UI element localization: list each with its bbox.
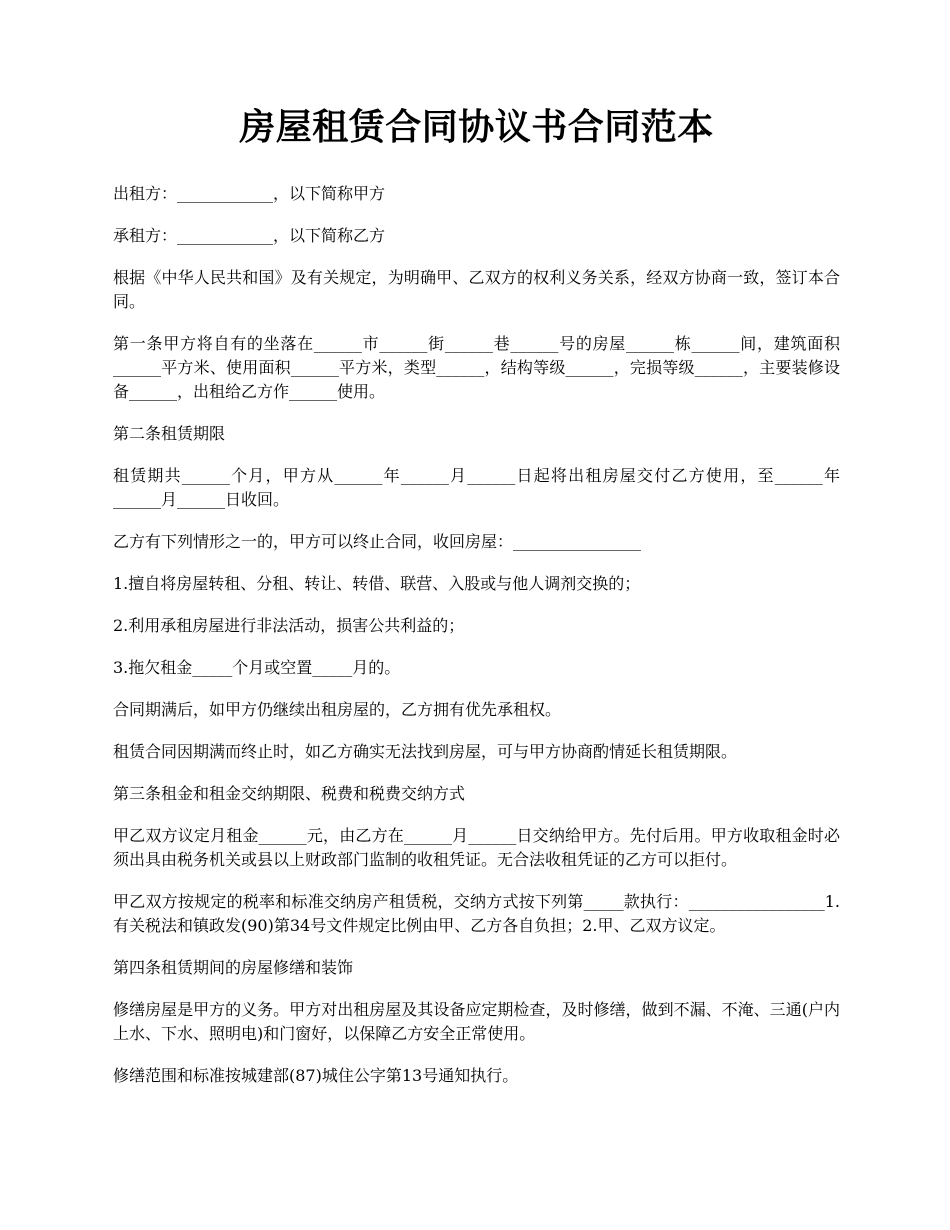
repair-scope-paragraph: 修缮范围和标准按城建部(87)城住公字第13号通知执行。: [113, 1065, 519, 1085]
termination-item-3: 3.拖欠租金_____个月或空置_____月的。: [113, 657, 401, 677]
lessor-line: 出租方：____________，以下简称甲方: [113, 183, 386, 203]
article-2-heading: 第二条租赁期限: [113, 423, 226, 443]
preamble-paragraph: 根据《中华人民共和国》及有关规定，为明确甲、乙双方的权利义务关系，经双方协商一致，签订本合同。: [113, 267, 840, 311]
document-title: 房屋租赁合同协议书合同范本: [239, 107, 714, 148]
rent-paragraph: 甲乙双方议定月租金______元，由乙方在______月______日交纳给甲方。先付后用。甲方收取租金时必须出具由税务机关或县以上财政部门监制的收租凭证。无合法收租凭证的乙方可以拒付。: [113, 825, 840, 869]
document-page: [113, 105, 840, 1106]
article-3-heading: 第三条租金和租金交纳期限、税费和税费交纳方式: [113, 783, 466, 803]
extension-paragraph: 租赁合同因期满而终止时，如乙方确实无法找到房屋，可与甲方协商酌情延长租赁期限。: [113, 741, 738, 761]
repair-duty-paragraph: 修缮房屋是甲方的义务。甲方对出租房屋及其设备应定期检查，及时修缮，做到不漏、不淹、三通(户内上水、下水、照明电)和门窗好，以保障乙方安全正常使用。: [113, 999, 840, 1043]
tax-paragraph: 甲乙双方按规定的税率和标准交纳房产租赁税，交纳方式按下列第_____款执行：_________________1.有关税法和镇政发(90)第34号文件规定比例由甲、乙方各自负担；2.甲、乙双方议定。: [113, 891, 840, 935]
article-1-paragraph: 第一条甲方将自有的坐落在______市______街______巷______号的房屋______栋______间，建筑面积______平方米、使用面积______平方米，类型______，结构等级______，完损等级______，主要装修设备______，出租给乙方作______使用。: [113, 333, 840, 401]
article-4-heading: 第四条租赁期间的房屋修缮和装饰: [113, 957, 354, 977]
termination-intro-paragraph: 乙方有下列情形之一的，甲方可以终止合同，收回房屋：________________: [113, 531, 642, 551]
termination-item-1: 1.擅自将房屋转租、分租、转让、转借、联营、入股或与他人调剂交换的；: [113, 573, 641, 593]
lease-term-paragraph: 租赁期共______个月，甲方从______年______月______日起将出租房屋交付乙方使用，至______年______月______日收回。: [113, 465, 840, 509]
termination-item-2: 2.利用承租房屋进行非法活动，损害公共利益的；: [113, 615, 465, 635]
priority-lease-paragraph: 合同期满后，如甲方仍继续出租房屋的，乙方拥有优先承租权。: [113, 699, 562, 719]
lessee-line: 承租方：____________，以下简称乙方: [113, 225, 386, 245]
